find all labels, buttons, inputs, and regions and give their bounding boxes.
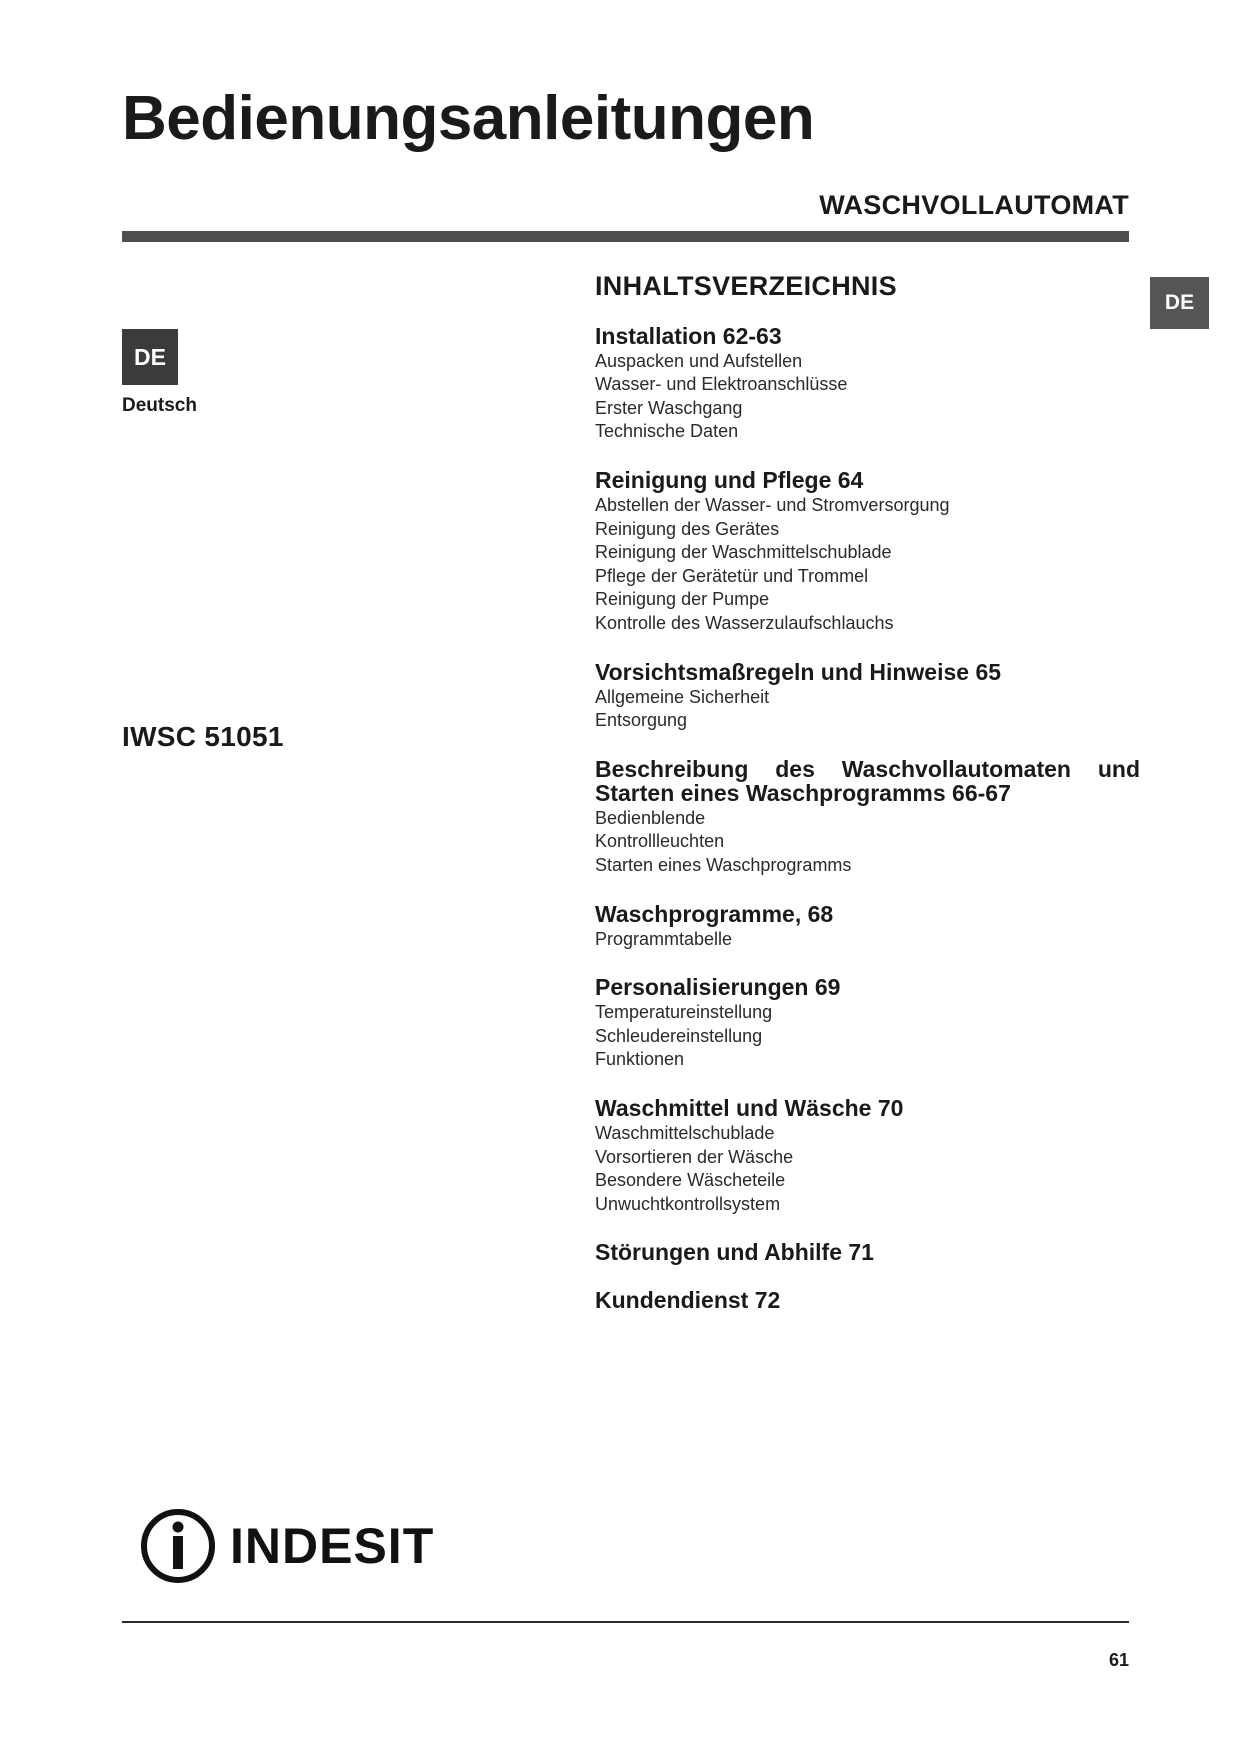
toc-section — [595, 1288, 1140, 1312]
page-number: 61 — [1108, 1650, 1129, 1670]
toc-item: Schleudereinstellung — [595, 1025, 763, 1046]
toc-section-heading: Vorsichtsmaßregeln und Hinweise 65 — [595, 658, 1002, 685]
document-subtitle: WASCHVOLLAUTOMAT — [819, 190, 1129, 220]
toc-item-list — [595, 807, 1140, 878]
toc-section — [595, 468, 1140, 636]
footer-divider — [122, 1621, 1129, 1623]
toc-item-list — [595, 928, 1140, 952]
toc-item: Reinigung der Pumpe — [595, 589, 770, 610]
toc-section — [595, 975, 1140, 1072]
document-title: Bedienungsanleitungen — [122, 84, 815, 153]
toc-item: Funktionen — [595, 1049, 685, 1070]
toc-section-heading: Waschmittel und Wäsche 70 — [595, 1094, 904, 1121]
toc-item: Wasser- und Elektroanschlüsse — [595, 374, 848, 395]
toc-item-list — [595, 1122, 1140, 1216]
toc-section — [595, 757, 1140, 878]
toc-item: Besondere Wäscheteile — [595, 1170, 786, 1191]
toc-section — [595, 902, 1140, 952]
toc-item: Auspacken und Aufstellen — [595, 350, 803, 371]
toc-item: Erster Waschgang — [595, 397, 743, 418]
language-badge: DE — [122, 329, 178, 385]
toc-section — [595, 660, 1140, 733]
toc-section — [595, 1096, 1140, 1216]
brand-logo — [140, 1508, 434, 1584]
toc-item-list — [595, 494, 1140, 636]
toc-item: Programmtabelle — [595, 928, 733, 949]
toc-section-heading: Kundendienst 72 — [595, 1287, 781, 1314]
toc-item: Pflege der Gerätetür und Trommel — [595, 565, 869, 586]
toc-title: INHALTSVERZEICHNIS — [595, 271, 897, 301]
toc-section-heading: Störungen und Abhilfe 71 — [595, 1239, 874, 1266]
toc-item: Reinigung des Gerätes — [595, 518, 780, 539]
toc-item: Bedienblende — [595, 807, 706, 828]
toc-sections — [595, 324, 1140, 1313]
toc-section-heading: Beschreibung des Waschvollautomaten und Starten eines Waschprogramms 66-67 — [595, 755, 1140, 806]
toc-item: Allgemeine Sicherheit — [595, 686, 770, 707]
toc-item: Unwuchtkontrollsystem — [595, 1193, 781, 1214]
brand-name: INDESIT — [230, 1518, 435, 1574]
toc-item: Vorsortieren der Wäsche — [595, 1146, 794, 1167]
toc-item: Entsorgung — [595, 710, 688, 731]
toc-item-list — [595, 1001, 1140, 1072]
toc-item: Kontrolle des Wasserzulaufschlauchs — [595, 613, 894, 634]
language-label: Deutsch — [122, 395, 197, 416]
indesit-logo-icon — [140, 1508, 216, 1584]
toc-item: Abstellen der Wasser- und Stromversorgung — [595, 495, 950, 516]
header-divider — [122, 231, 1129, 242]
toc-section-heading: Reinigung und Pflege 64 — [595, 467, 864, 494]
table-of-contents — [595, 272, 1140, 1336]
model-number: IWSC 51051 — [122, 721, 284, 752]
toc-section — [595, 324, 1140, 444]
toc-item-list — [595, 350, 1140, 444]
toc-item: Kontrollleuchten — [595, 831, 725, 852]
toc-item: Technische Daten — [595, 421, 739, 442]
toc-item: Waschmittelschublade — [595, 1122, 775, 1143]
language-side-tab: DE — [1150, 277, 1209, 329]
toc-section — [595, 1240, 1140, 1264]
toc-section-heading: Installation 62-63 — [595, 322, 782, 349]
toc-item: Reinigung der Waschmittelschublade — [595, 542, 892, 563]
toc-section-heading: Personalisierungen 69 — [595, 974, 841, 1001]
toc-item: Temperatureinstellung — [595, 1002, 773, 1023]
toc-item: Starten eines Waschprogramms — [595, 855, 852, 875]
toc-item-list — [595, 686, 1140, 733]
toc-section-heading: Waschprogramme, 68 — [595, 900, 834, 927]
